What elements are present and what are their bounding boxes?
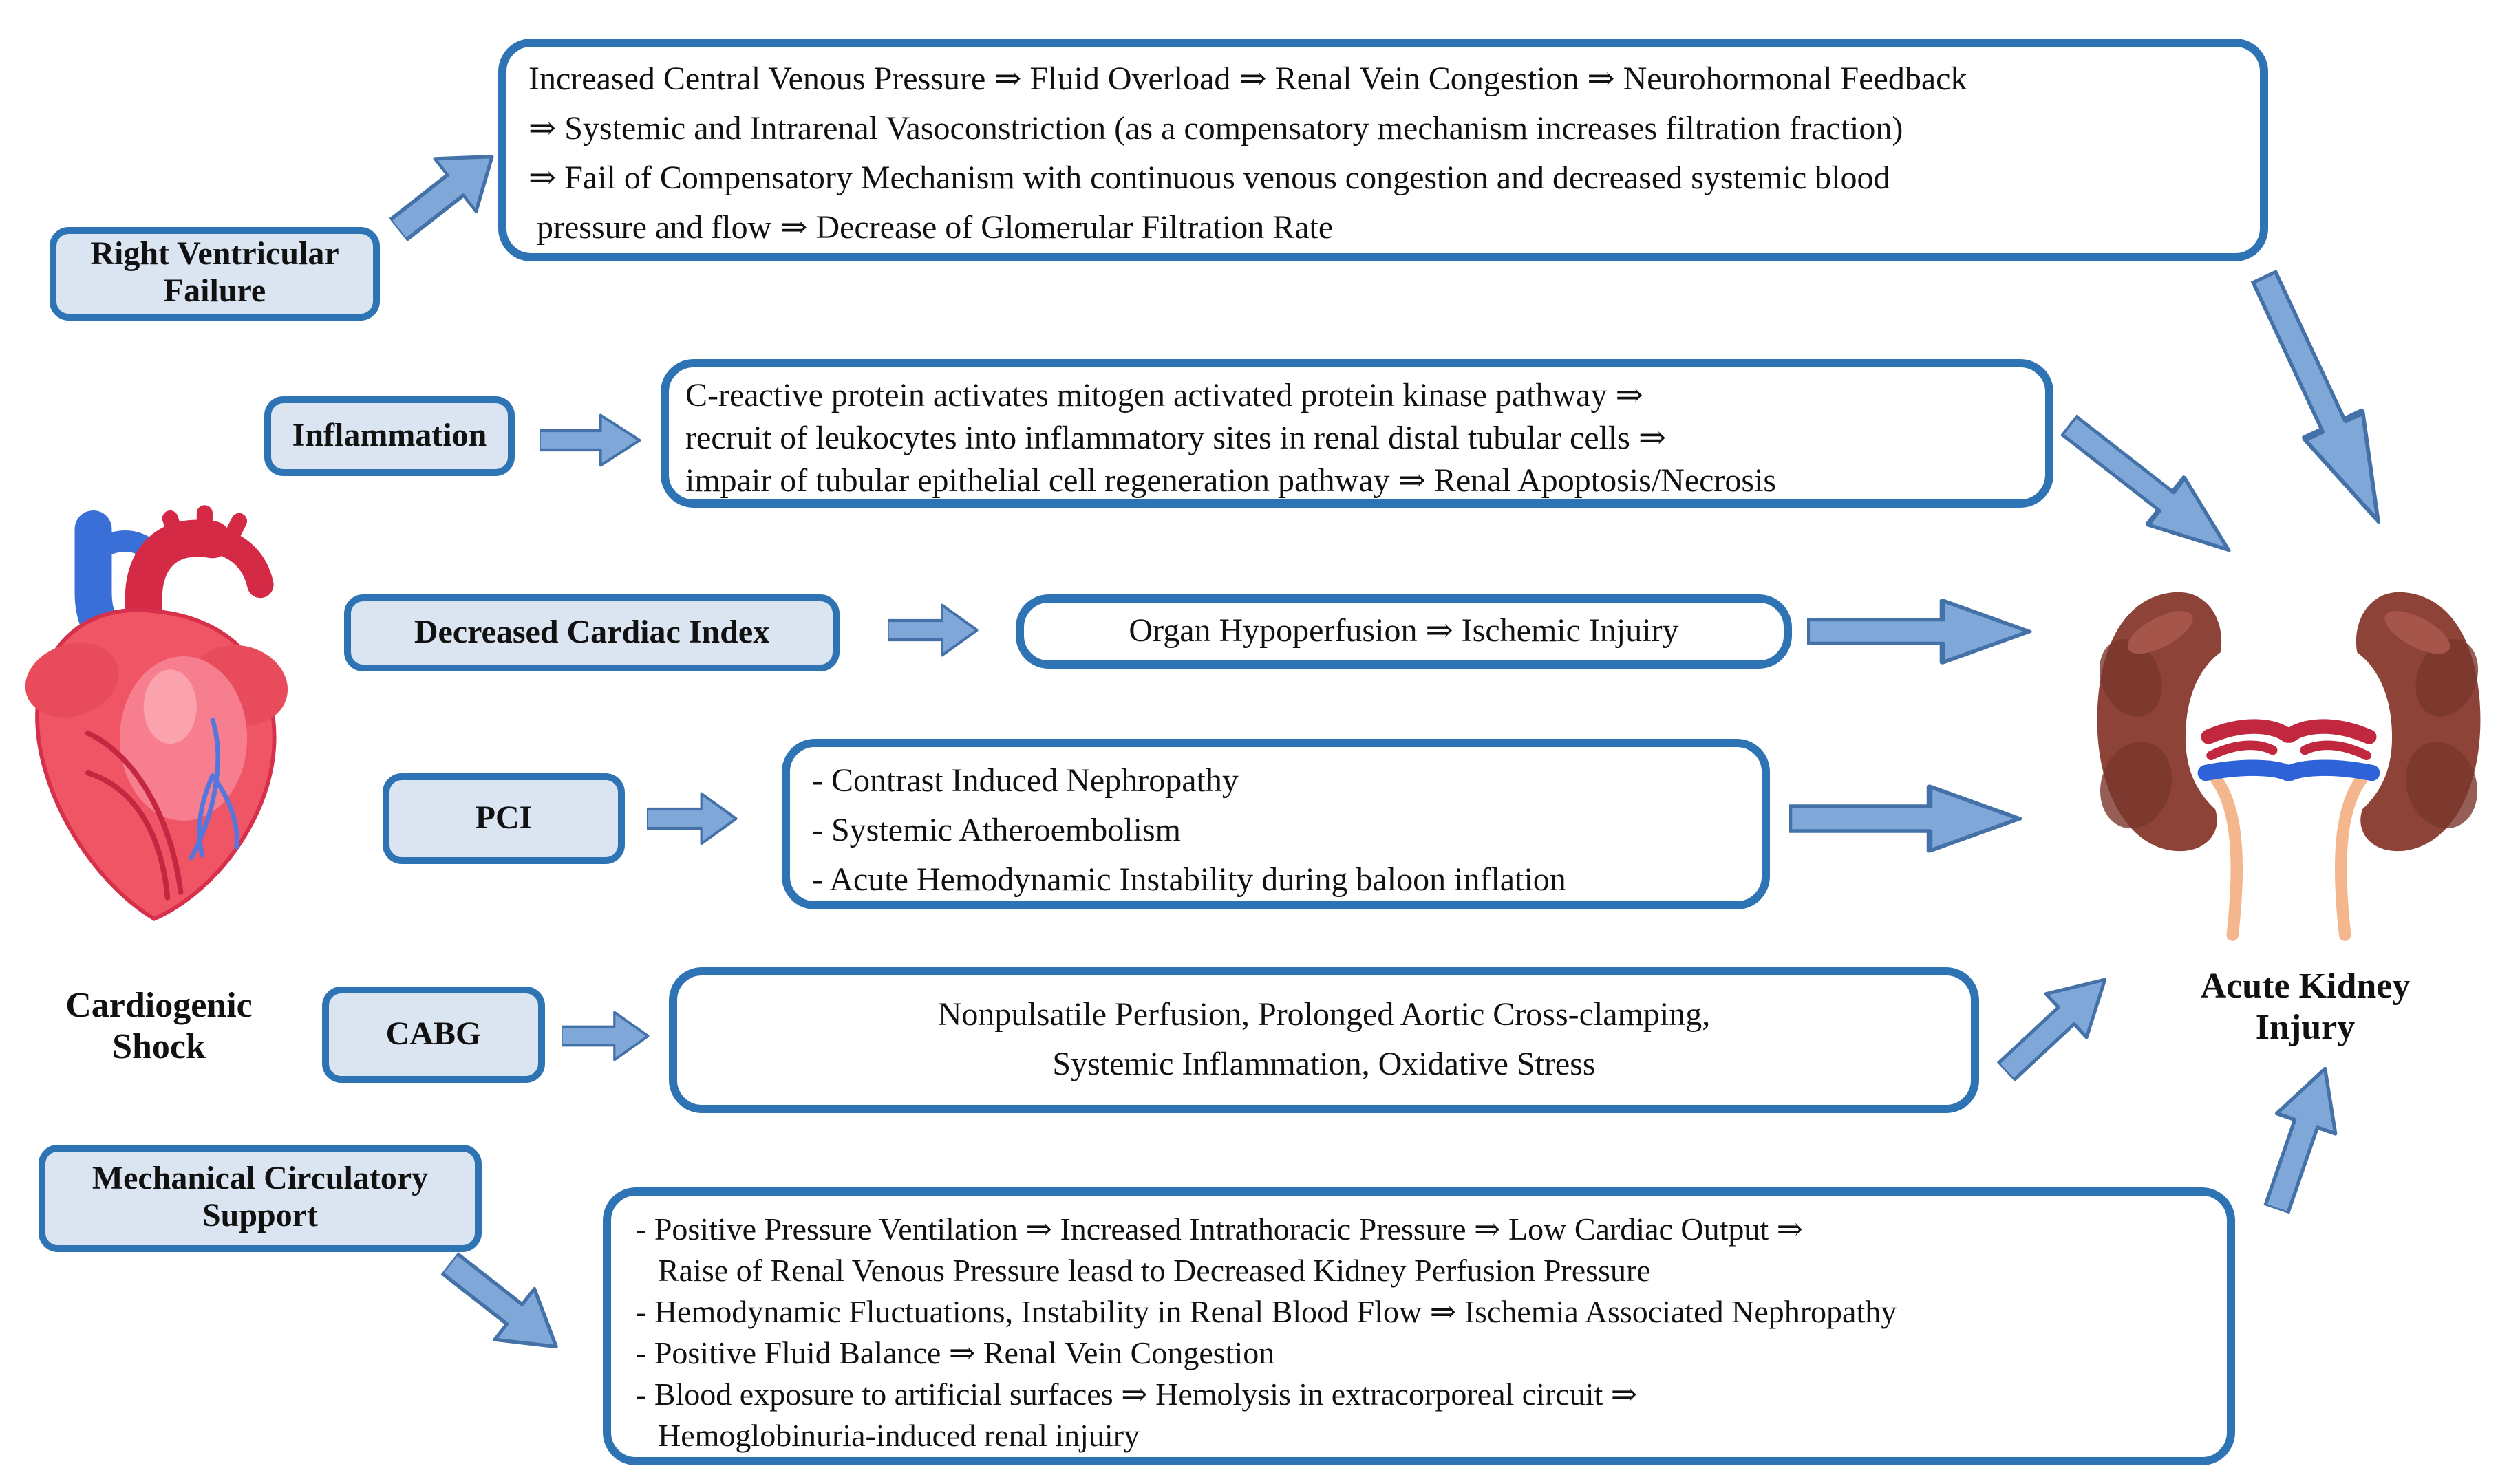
mcs-mechanism-line: - Positive Pressure Ventilation ⇒ Increased Intrathoracic Pressure ⇒ Low Cardiac Output ⇒ — [636, 1212, 1804, 1247]
label-decreased-cardiac-index — [344, 594, 840, 671]
arrow-dci-to-box — [888, 601, 979, 659]
label-pci — [383, 773, 625, 864]
left-ureter — [2217, 779, 2236, 935]
label-text: Decreased Cardiac Index — [414, 614, 770, 651]
hypoperfusion-line: Organ Hypoperfusion ⇒ Ischemic Injuiry — [1129, 614, 1679, 649]
inflammation-mechanism-box — [661, 359, 2053, 508]
right-kidney — [2356, 592, 2489, 851]
mcs-mechanism-line: - Positive Fluid Balance ⇒ Renal Vein Congestion — [636, 1336, 1275, 1370]
arrow-cabg-to-box — [562, 1009, 650, 1064]
rvf-mechanism-line: ⇒ Fail of Compensatory Mechanism with continuous venous congestion and decreased systemic blood — [528, 161, 1890, 197]
mcs-mechanism-line: Hemoglobinuria-induced renal injuiry — [658, 1419, 1140, 1453]
mcs-mechanism-line: - Blood exposure to artificial surfaces ⇒ Hemolysis in extracorporeal circuit ⇒ — [636, 1377, 1638, 1412]
label-text: Mechanical Circulatory Support — [92, 1161, 429, 1234]
rvf-mechanism-line: Increased Central Venous Pressure ⇒ Fluid Overload ⇒ Renal Vein Congestion ⇒ Neurohormonal Feedback — [528, 62, 1967, 98]
pci-mechanism-line: - Contrast Induced Nephropathy — [812, 764, 1239, 799]
label-text: PCI — [475, 800, 533, 837]
label-text: CABG — [385, 1016, 482, 1053]
right-renal-vein — [2290, 768, 2372, 773]
label-cabg — [322, 987, 545, 1083]
heart-illustration — [11, 484, 303, 974]
label-right-ventricular-failure — [50, 227, 380, 321]
label-text: Right Ventricular Failure — [90, 237, 339, 310]
inflammation-mechanism-line: C-reactive protein activates mitogen activated protein kinase pathway ⇒ — [685, 378, 1643, 414]
arrow-rvf-box-to-kidneys — [2230, 260, 2414, 541]
mcs-mechanism-box — [603, 1187, 2235, 1465]
pci-mechanism-line: - Systemic Atheroembolism — [812, 813, 1181, 849]
inflammation-mechanism-line: impair of tubular epithelial cell regeneration pathway ⇒ Renal Apoptosis/Necrosis — [685, 464, 1777, 499]
cardiogenic-shock-caption: Cardiogenic Shock — [65, 985, 253, 1066]
left-kidney — [2089, 592, 2221, 851]
pci-mechanism-line: - Acute Hemodynamic Instability during baloon inflation — [812, 863, 1566, 898]
cabg-mechanism-line: Nonpulsatile Perfusion, Prolonged Aortic Cross-clamping, — [937, 998, 1711, 1033]
right-ureter — [2341, 779, 2361, 935]
hypoperfusion-box — [1016, 594, 1792, 669]
arrow-mcs-box-to-kidneys — [2243, 1055, 2360, 1221]
mcs-mechanism-line: Raise of Renal Venous Pressure leasd to Decreased Kidney Perfusion Pressure — [658, 1253, 1651, 1288]
inflammation-mechanism-line: recruit of leukocytes into inflammatory sites in renal distal tubular cells ⇒ — [685, 421, 1667, 457]
arrow-inflammation-box-to-kidneys — [2047, 398, 2252, 579]
arrow-cabg-box-to-kidneys — [1983, 953, 2130, 1097]
cabg-mechanism-box — [669, 967, 1979, 1113]
arrow-pci-to-box — [647, 790, 738, 848]
arrow-hypoperfusion-to-kidneys — [1807, 596, 2033, 667]
arrow-inflammation-to-box — [540, 411, 641, 469]
rvf-mechanism-line: ⇒ Systemic and Intrarenal Vasoconstriction (as a compensatory mechanism increases filtration fraction) — [528, 111, 1903, 147]
rvf-mechanism-box — [498, 39, 2268, 261]
arrow-mcs-to-box — [427, 1234, 581, 1377]
left-renal-artery — [2208, 726, 2287, 737]
rvf-mechanism-line: pressure and flow ⇒ Decrease of Glomerular Filtration Rate — [537, 211, 1334, 246]
label-inflammation — [264, 396, 515, 476]
arrow-pci-box-to-kidneys — [1789, 781, 2023, 856]
mcs-mechanism-line: - Hemodynamic Fluctuations, Instability in Renal Blood Flow ⇒ Ischemia Associated Nephropathy — [636, 1295, 1897, 1329]
kidneys-illustration — [2088, 578, 2490, 947]
acute-kidney-injury-caption: Acute Kidney Injury — [2200, 966, 2411, 1047]
right-renal-artery — [2290, 726, 2369, 737]
arrow-rvf-to-box — [374, 125, 517, 261]
pci-mechanism-box — [782, 739, 1770, 909]
label-mechanical-circulatory-support — [39, 1145, 482, 1252]
cabg-mechanism-line: Systemic Inflammation, Oxidative Stress — [1052, 1047, 1596, 1083]
label-text: Inflammation — [292, 418, 487, 454]
left-renal-vein — [2206, 768, 2287, 773]
